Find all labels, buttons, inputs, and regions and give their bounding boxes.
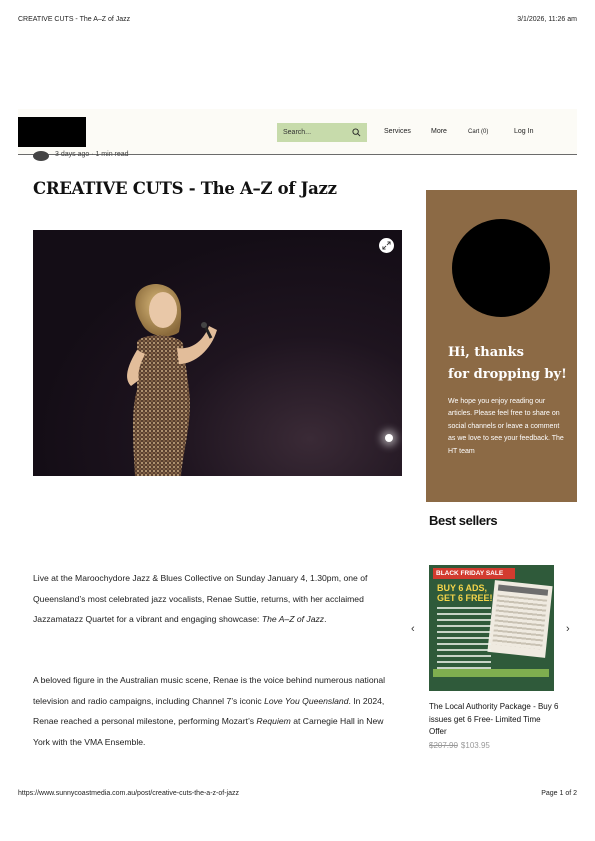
author-avatar[interactable] [33,151,49,161]
product-name[interactable]: The Local Authority Package - Buy 6 issues get 6 Free- Limited Time Offer [429,702,559,736]
product-image[interactable] [429,565,554,691]
welcome-card [426,190,577,502]
print-url: https://www.sunnycoastmedia.com.au/post/creative-cuts-the-a-z-of-jazz [18,790,239,797]
post-meta [33,151,163,160]
nav-cart[interactable]: Cart (0) [468,129,489,135]
expand-icon [382,241,391,250]
print-footer [18,790,577,797]
post-title: CREATIVE CUTS - The A–Z of Jazz [33,179,337,198]
paragraph-text: A beloved figure in the Australian music scene, Renae is the voice behind numerous national television and radio campaigns, including Channel 7’s iconic [33,675,386,706]
price-old: $207.90 [429,741,458,750]
newspaper-graphic [487,580,552,658]
singer-figure [33,230,402,476]
product-price [429,741,490,750]
print-doc-title: CREATIVE CUTS - The A–Z of Jazz [18,16,131,23]
search-placeholder: Search... [283,129,312,136]
welcome-heading [448,342,567,386]
best-sellers-title: Best sellers [429,513,498,528]
show-title-emphasis: The A–Z of Jazz [261,614,325,624]
welcome-heading-line: Hi, thanks [448,345,524,360]
search-icon[interactable] [352,128,361,137]
stage-light [385,434,393,442]
print-page-number: Page 1 of 2 [541,790,577,797]
print-datetime: 3/1/2026, 11:26 am [517,16,577,23]
offer-headline-line: BUY 6 ADS, [437,583,488,593]
newspaper-masthead [498,585,548,596]
campaign-emphasis: Love You Queensland [264,695,349,706]
print-header [18,16,577,23]
offer-headline [437,583,493,603]
chevron-left-icon[interactable]: ‹ [411,623,415,635]
post-hero-image[interactable] [33,230,402,476]
post-meta-text: 3 days ago · 1 min read [55,151,129,158]
chevron-right-icon[interactable]: › [566,623,570,635]
work-emphasis: Requiem [256,716,291,726]
paragraph-text: Live at the Maroochydore Jazz & Blues Collective on Sunday January 4, 1.30pm, one of Queensland’s most celebrated jazz vocalists, Renae Suttie, returns, with her acclaimed Jazzamatazz Quartet for a vibrant and engaging showcase: [33,573,368,624]
expand-image-button[interactable] [379,238,394,253]
profile-image [452,219,550,317]
article-paragraph [33,568,398,630]
nav-more[interactable]: More [431,128,447,135]
paragraph-text: at Carnegie Hall in New York with the VMA Ensemble. [33,716,384,747]
offer-list-graphic [437,607,491,669]
newspaper-lines [492,595,547,650]
site-logo[interactable] [18,117,86,147]
offer-headline-line: GET 6 FREE! [437,593,493,603]
site-header [18,109,577,155]
offer-footer-bar [433,669,549,677]
sale-banner: BLACK FRIDAY SALE [433,568,515,579]
nav-services[interactable]: Services [384,128,411,135]
article-paragraph [33,670,398,752]
nav-login[interactable]: Log In [514,128,534,135]
price-new: $103.95 [460,741,490,750]
welcome-heading-line: for dropping by! [448,367,567,382]
search-input[interactable] [277,123,367,142]
paragraph-text: . [324,614,327,624]
paragraph-text: . In 2024, Renae reached a personal milestone, performing Mozart’s [33,695,385,726]
welcome-text: We hope you enjoy reading our articles. Please feel free to share on social channels or leave a comment as we love to see your feedback. The HT team [448,398,564,455]
